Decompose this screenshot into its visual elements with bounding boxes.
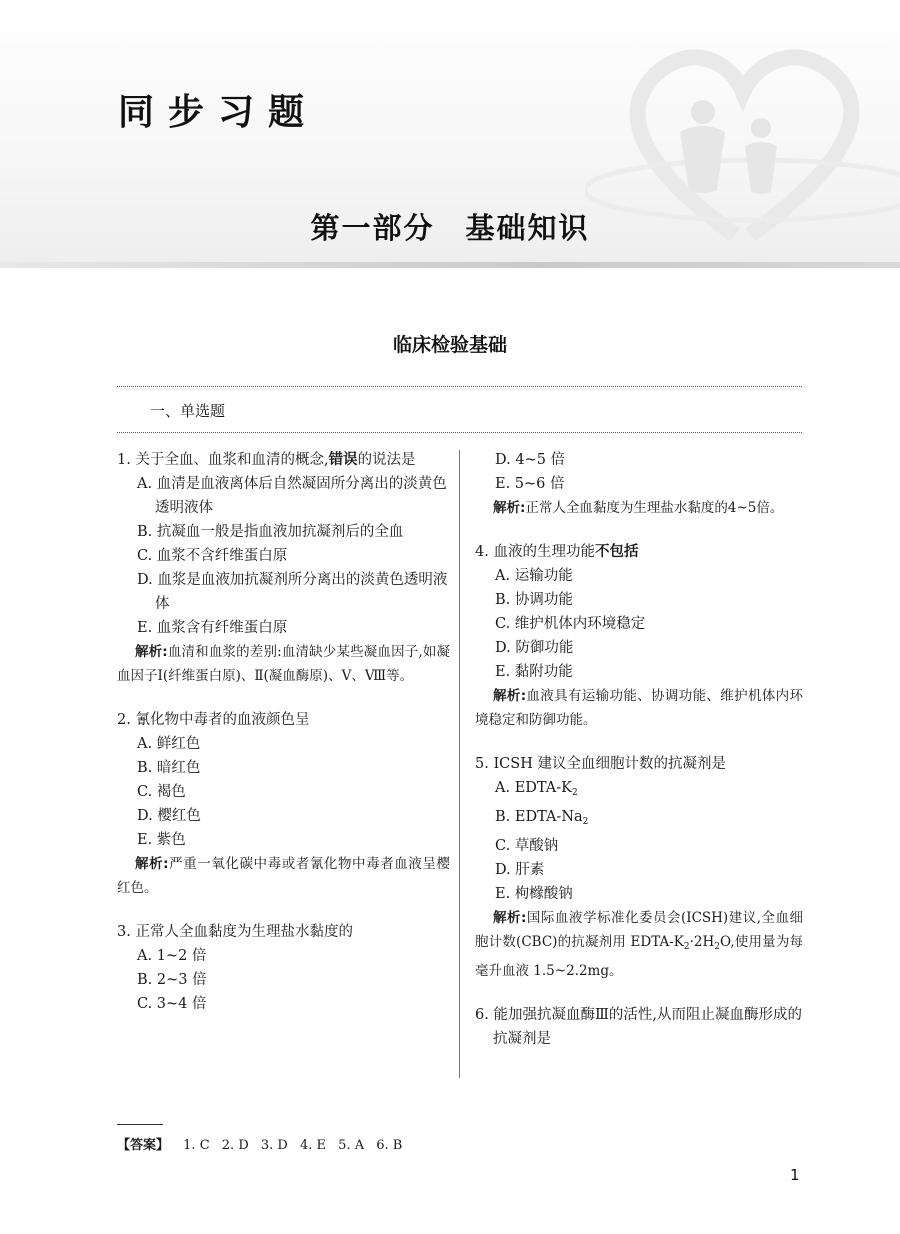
option-b: B. 协调功能: [495, 592, 573, 608]
book-title: 同步习题: [118, 92, 319, 133]
option-c: C. 血浆不含纤维蛋白原: [137, 548, 288, 564]
option-a: A. 1~2 倍: [137, 948, 207, 964]
option-e: E. 黏附功能: [495, 664, 573, 680]
question-stem: 2. 氰化物中毒者的血液颜色呈: [117, 712, 310, 728]
analysis: 解析:血清和血浆的差别:血清缺少某些凝血因子,如凝血因子Ⅰ(纤维蛋白原)、Ⅱ(凝血酶原)、Ⅴ、Ⅷ等。: [117, 644, 450, 684]
question-stem: 4. 血液的生理功能不包括: [475, 544, 639, 560]
option-d: D. 防御功能: [495, 640, 574, 656]
question-4: [475, 540, 803, 732]
answer-item: 2. D: [221, 1138, 249, 1153]
answer-item: 1. C: [183, 1138, 210, 1153]
question-stem: 3. 正常人全血黏度为生理盐水黏度的: [117, 924, 353, 940]
analysis: 解析:严重一氧化碳中毒或者氰化物中毒者血液呈樱红色。: [117, 856, 450, 896]
answer-item: 4. E: [300, 1138, 327, 1153]
question-6: [475, 1003, 803, 1051]
question-3-continued: [475, 448, 803, 520]
question-1: [117, 448, 450, 688]
option-a: A. EDTA-$K_2$: [495, 780, 578, 798]
option-b: B. 2~3 倍: [137, 972, 207, 988]
option-d: D. 樱红色: [137, 808, 201, 824]
answer-item: 5. A: [338, 1138, 365, 1153]
option-d: D. 肝素: [495, 862, 545, 878]
answer-key: [117, 1134, 410, 1153]
part-title: 第一部分 基础知识: [310, 211, 590, 245]
header-stripe: [0, 262, 900, 268]
question-3: [117, 920, 450, 1016]
option-b: B. 暗红色: [137, 760, 201, 776]
option-c: C. 草酸钠: [495, 838, 559, 854]
option-e: E. 枸橼酸钠: [495, 886, 573, 902]
option-c: C. 褐色: [137, 784, 186, 800]
option-c: C. 维护机体内环境稳定: [495, 616, 646, 632]
option-d: D. 4~5 倍: [495, 452, 566, 468]
left-column: [117, 448, 450, 1036]
option-a: A. 运输功能: [495, 568, 573, 584]
answer-key-label: 【答案】: [117, 1138, 170, 1153]
answer-item: 3. D: [260, 1138, 288, 1153]
answer-item: 6. B: [376, 1138, 403, 1153]
analysis: 解析:血液具有运输功能、协调功能、维护机体内环境稳定和防御功能。: [475, 688, 803, 728]
question-5: [475, 752, 803, 983]
divider-top: [117, 386, 802, 387]
section-title: 一、单选题: [150, 402, 226, 420]
divider-bottom: [117, 432, 802, 433]
option-b: B. 抗凝血一般是指血液加抗凝剂后的全血: [137, 524, 404, 540]
analysis: 解析:国际血液学标准化委员会(ICSH)建议,全血细胞计数(CBC)的抗凝剂用 EDTA-$K_2\cdot 2H_2O$,使用量为每毫升血液 1.5~2.2mg。: [475, 910, 804, 979]
analysis: 解析:正常人全血黏度为生理盐水黏度的4~5倍。: [493, 500, 784, 516]
option-c: C. 3~4 倍: [137, 996, 207, 1012]
right-column: [475, 448, 803, 1071]
option-d: D. 血浆是血液加抗凝剂所分离出的淡黄色透明液体: [137, 572, 448, 612]
option-e: E. 血浆含有纤维蛋白原: [137, 620, 288, 636]
option-e: E. 紫色: [137, 832, 186, 848]
question-stem: 5. ICSH 建议全血细胞计数的抗凝剂是: [475, 756, 726, 772]
page-number: 1: [790, 1166, 800, 1184]
option-a: A. 血清是血液离体后自然凝固所分离出的淡黄色透明液体: [137, 476, 447, 516]
column-divider: [459, 450, 460, 1078]
question-stem: 6. 能加强抗凝血酶Ⅲ的活性,从而阻止凝血酶形成的抗凝剂是: [475, 1007, 803, 1047]
question-2: [117, 708, 450, 900]
option-a: A. 鲜红色: [137, 736, 201, 752]
chapter-title: 临床检验基础: [392, 334, 507, 356]
option-b: B. EDTA-$Na_2$: [495, 809, 589, 827]
option-e: E. 5~6 倍: [495, 476, 565, 492]
answer-rule: [117, 1124, 163, 1125]
question-stem: 1. 关于全血、血浆和血清的概念,错误的说法是: [117, 452, 416, 468]
